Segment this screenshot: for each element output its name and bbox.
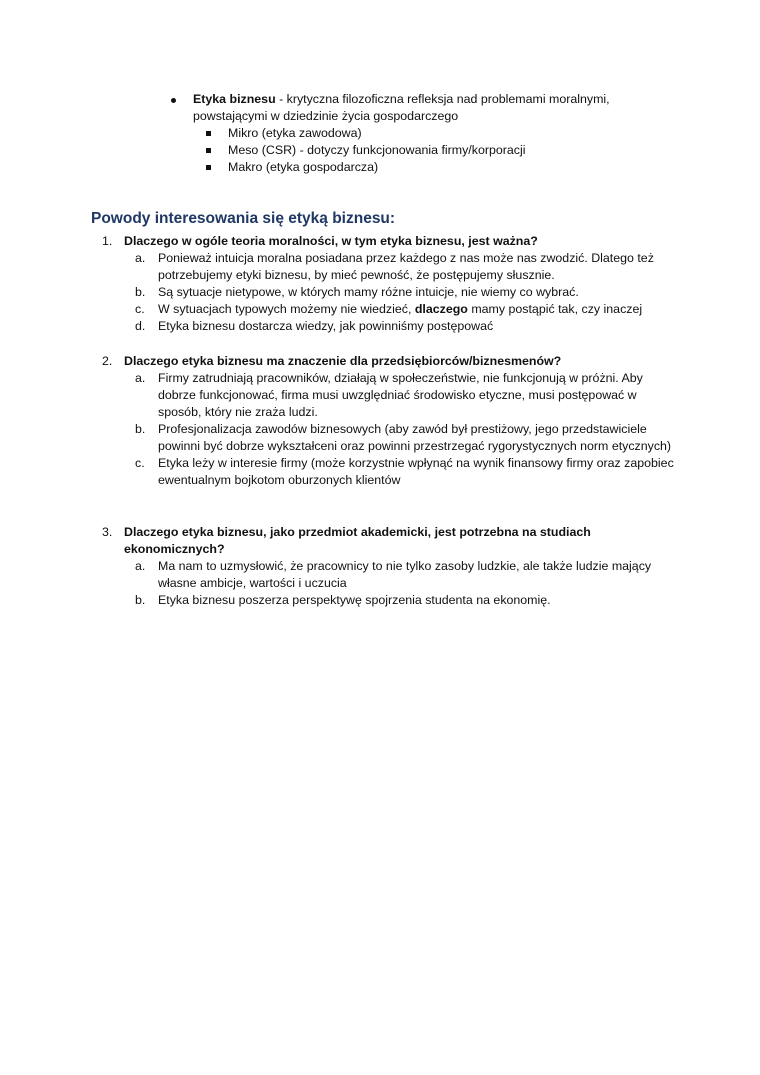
question-title: Dlaczego w ogóle teoria moralności, w tym etyka biznesu, jest ważna? bbox=[124, 234, 538, 248]
item-label: d. bbox=[135, 319, 146, 333]
question-2-items bbox=[135, 370, 675, 489]
level-item bbox=[171, 125, 651, 142]
item-label: c. bbox=[135, 302, 145, 316]
square-bullet-icon bbox=[206, 148, 211, 153]
level-item bbox=[171, 142, 651, 159]
intro-term: Etyka biznesu bbox=[193, 92, 276, 106]
item-text: Ponieważ intuicja moralna posiadana przez każdego z nas może nas zwodzić. Dlatego też potrzebujemy etyki biznesu, by mieć pewność, że postępujemy słusznie. bbox=[158, 251, 654, 282]
item-label: c. bbox=[135, 456, 145, 470]
question-3 bbox=[102, 524, 662, 558]
intro-section bbox=[171, 91, 651, 176]
level-text: Makro (etyka gospodarcza) bbox=[228, 160, 379, 174]
square-bullet-icon bbox=[206, 131, 211, 136]
item-label: a. bbox=[135, 559, 146, 573]
item-text: mamy postąpić tak, czy inaczej bbox=[467, 302, 643, 316]
question-1 bbox=[102, 233, 662, 250]
list-item bbox=[135, 370, 675, 421]
question-number: 1. bbox=[102, 234, 113, 248]
list-item bbox=[135, 250, 675, 284]
intro-bullet bbox=[171, 91, 651, 125]
item-label: a. bbox=[135, 371, 146, 385]
item-text: W sytuacjach typowych możemy nie wiedzieć, bbox=[158, 302, 415, 316]
item-text: Firmy zatrudniają pracowników, działają w społeczeństwie, nie funkcjonują w próżni. Aby dobrze funkcjonować, firma musi uwzględniać środowisko etyczne, musi postępować w sposób, który nie zraża ludzi. bbox=[158, 371, 643, 419]
list-item bbox=[135, 421, 675, 455]
list-item bbox=[135, 455, 675, 489]
item-emphasis: dlaczego bbox=[414, 302, 468, 316]
item-text: Etyka biznesu poszerza perspektywę spojrzenia studenta na ekonomię. bbox=[158, 593, 551, 607]
question-number: 2. bbox=[102, 354, 113, 368]
section-heading: Powody interesowania się etyką biznesu: bbox=[91, 210, 396, 227]
item-text: Są sytuacje nietypowe, w których mamy różne intuicje, nie wiemy co wybrać. bbox=[158, 285, 579, 299]
list-item bbox=[135, 558, 675, 592]
item-label: a. bbox=[135, 251, 146, 265]
question-title: Dlaczego etyka biznesu ma znaczenie dla przedsiębiorców/biznesmenów? bbox=[124, 354, 562, 368]
item-label: b. bbox=[135, 285, 146, 299]
question-3-items bbox=[135, 558, 675, 609]
level-text: Meso (CSR) - dotyczy funkcjonowania firmy/korporacji bbox=[228, 143, 526, 157]
bullet-dot-icon bbox=[171, 98, 176, 103]
question-2 bbox=[102, 353, 662, 370]
question-title: Dlaczego etyka biznesu, jako przedmiot akademicki, jest potrzebna na studiach ekonomicznych? bbox=[124, 525, 591, 556]
item-label: b. bbox=[135, 593, 146, 607]
list-item bbox=[135, 301, 675, 318]
square-bullet-icon bbox=[206, 165, 211, 170]
level-text: Mikro (etyka zawodowa) bbox=[228, 126, 362, 140]
list-item bbox=[135, 284, 675, 301]
intro-definition: - krytyczna filozoficzna refleksja nad problemami moralnymi, powstającymi w dziedzinie życia gospodarczego bbox=[193, 92, 610, 123]
item-label: b. bbox=[135, 422, 146, 436]
level-item bbox=[171, 159, 651, 176]
question-1-items bbox=[135, 250, 675, 335]
item-text: Etyka leży w interesie firmy (może korzystnie wpłynąć na wynik finansowy firmy oraz zapobiec ewentualnym bojkotom oburzonych klientów bbox=[158, 456, 674, 487]
list-item bbox=[135, 318, 675, 335]
item-text: Ma nam to uzmysłowić, że pracownicy to nie tylko zasoby ludzkie, ale także ludzie mający własne ambicje, wartości i uczucia bbox=[158, 559, 652, 590]
list-item bbox=[135, 592, 675, 609]
question-number: 3. bbox=[102, 525, 113, 539]
item-text: Etyka biznesu dostarcza wiedzy, jak powinniśmy postępować bbox=[158, 319, 494, 333]
item-text: Profesjonalizacja zawodów biznesowych (aby zawód był prestiżowy, jego przedstawiciele powinni być dobrze wykształceni oraz powinni przestrzegać rygorystycznych norm etycznych) bbox=[158, 422, 672, 453]
